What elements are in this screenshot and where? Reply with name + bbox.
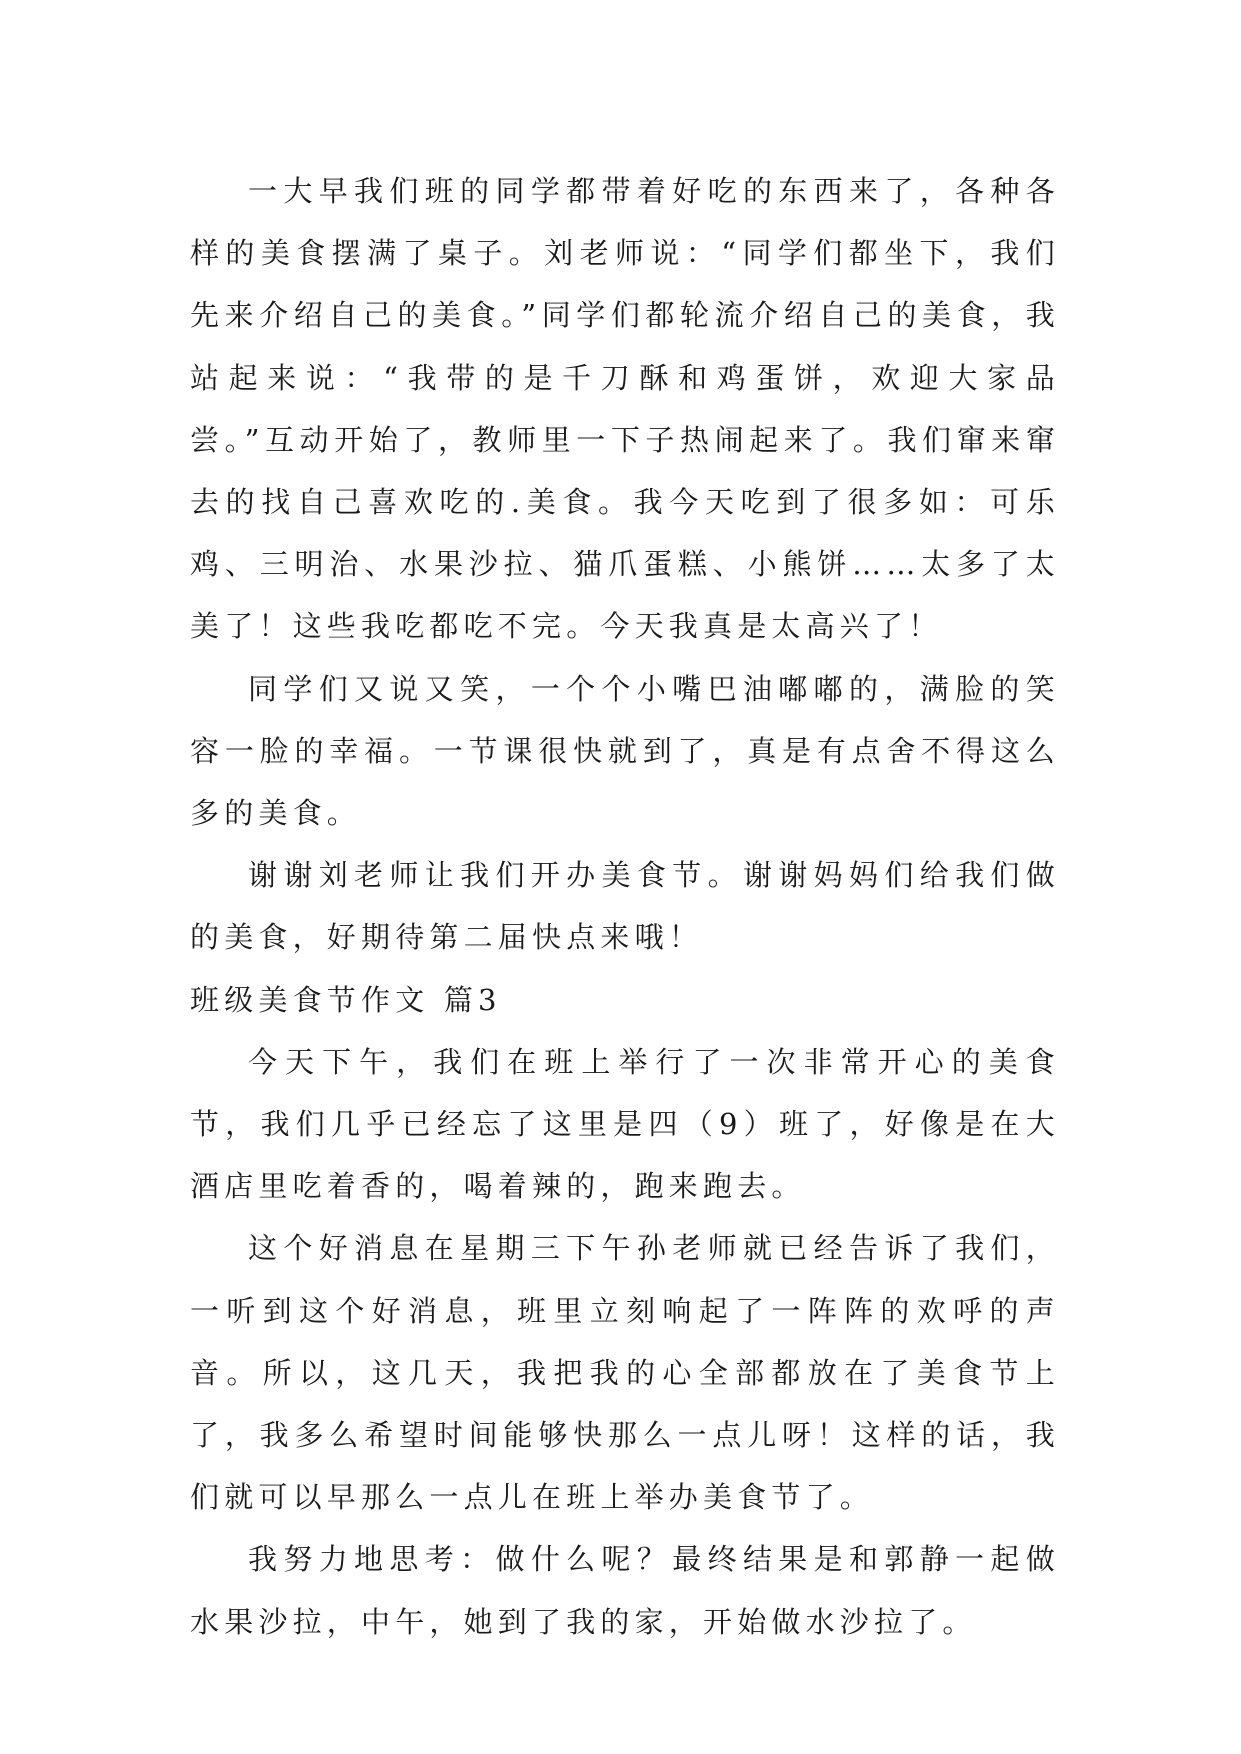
section-heading: 班级美食节作文 篇3 (190, 982, 502, 1017)
paragraph: 我努力地思考：做什么呢？最终结果是和郭静一起做水果沙拉，中午，她到了我的家，开始做水沙拉了。 (190, 1542, 1060, 1639)
paragraph: 这个好消息在星期三下午孙老师就已经告诉了我们，一听到这个好消息，班里立刻响起了一阵阵的欢呼的声音。所以，这几天，我把我的心全部都放在了美食节上了，我多么希望时间能够快那么一点儿呀！这样的话，我们就可以早那么一点儿在班上举办美食节了。 (190, 1231, 1060, 1515)
document-body (190, 160, 1060, 1653)
paragraph: 同学们又说又笑，一个个小嘴巴油嘟嘟的，满脸的笑容一脸的幸福。一节课很快就到了，真是有点舍不得这么多的美食。 (190, 671, 1060, 831)
paragraph: 谢谢刘老师让我们开办美食节。谢谢妈妈们给我们做的美食，好期待第二届快点来哦！ (190, 858, 1060, 955)
paragraph: 今天下午，我们在班上举行了一次非常开心的美食节，我们几乎已经忘了这里是四（9）班了，好像是在大酒店里吃着香的，喝着辣的，跑来跑去。 (190, 1044, 1060, 1204)
paragraph: 一大早我们班的同学都带着好吃的东西来了，各种各样的美食摆满了桌子。刘老师说：“同学们都坐下，我们先来介绍自己的美食。”同学们都轮流介绍自己的美食，我站起来说：“我带的是千刀酥和鸡蛋饼，欢迎大家品尝。”互动开始了，教师里一下子热闹起来了。我们窜来窜去的找自己喜欢吃的.美食。我今天吃到了很多如：可乐鸡、三明治、水果沙拉、猫爪蛋糕、小熊饼……太多了太美了！这些我吃都吃不完。今天我真是太高兴了！ (190, 174, 1060, 644)
